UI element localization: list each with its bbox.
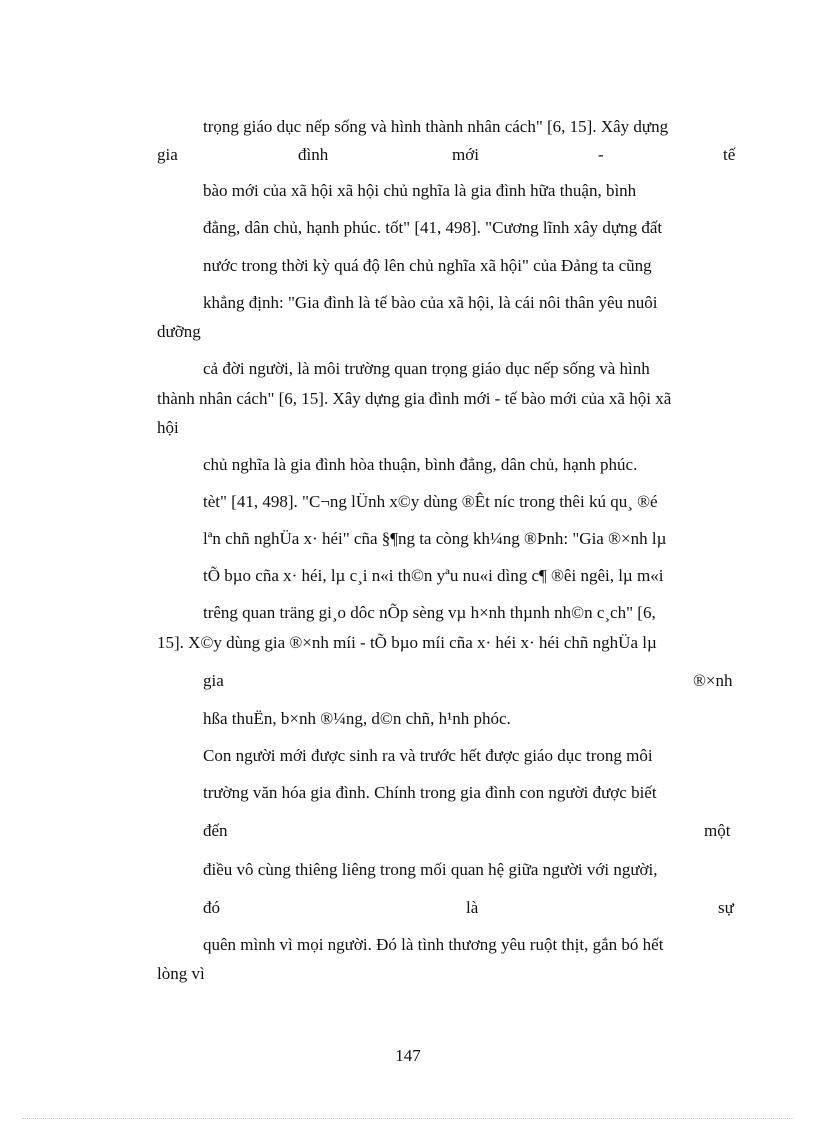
word: sự xyxy=(718,898,734,917)
text-line: chủ nghĩa là gia đình hòa thuận, bình đẳng, dân chủ, hạnh phúc. xyxy=(203,455,638,474)
text-line: hội xyxy=(157,418,179,437)
word: ®×nh xyxy=(693,671,733,690)
word: tế xyxy=(723,145,736,164)
word: đến xyxy=(203,821,228,840)
text-line: bào mới của xã hội xã hội chủ nghĩa là gia đình hữa thuận, bình xyxy=(203,181,637,200)
text-line: nước trong thời kỳ quá độ lên chủ nghĩa xã hội" của Đảng ta cũng xyxy=(203,256,652,275)
text-line: trọng giáo dục nếp sống và hình thành nhân cách" [6, 15]. Xây dựng xyxy=(203,117,669,136)
text-line: tÕ bµo cña x· héi, lµ c¸i n«i th©n yªu nu«i dìng c¶ ®êi ngêi, lµ m«i xyxy=(203,566,664,585)
word: đó xyxy=(203,898,220,917)
text-line: điều vô cùng thiêng liêng trong mối quan hệ giữa người với người, xyxy=(203,860,658,879)
text-line: hßa thuËn, b×nh ®¼ng, d©n chñ, h¹nh phóc. xyxy=(203,709,511,728)
word: một xyxy=(704,821,731,840)
word: gia xyxy=(157,145,178,164)
text-line: đẳng, dân chủ, hạnh phúc. tốt" [41, 498]. "Cương lĩnh xây dựng đất xyxy=(203,218,663,237)
page-number: 147 xyxy=(395,1046,421,1065)
text-line: trêng quan träng gi¸o dôc nÕp sèng vµ h×nh thµnh nh©n c¸ch" [6, xyxy=(203,603,656,622)
page-bottom-border xyxy=(22,1118,794,1119)
text-line: dưỡng xyxy=(157,322,201,341)
word: đình xyxy=(298,145,329,164)
text-line: lòng vì xyxy=(157,964,205,983)
text-line: 15]. X©y dùng gia ®×nh míi - tÕ bµo míi cña x· héi x· héi chñ nghÜa lµ xyxy=(157,633,657,652)
word: - xyxy=(598,145,604,164)
text-line: trường văn hóa gia đình. Chính trong gia đình con người được biết xyxy=(203,783,657,802)
text-line: thành nhân cách" [6, 15]. Xây dựng gia đình mới - tế bào mới của xã hội xã xyxy=(157,389,672,408)
word: là xyxy=(466,898,479,917)
text-line: khẳng định: "Gia đình là tế bào của xã hội, là cái nôi thân yêu nuôi xyxy=(203,293,658,312)
text-line: lªn chñ nghÜa x· héi" cña §¶ng ta còng kh¼ng ®Þnh: "Gia ®×nh lµ xyxy=(203,529,667,548)
text-line: quên mình vì mọi người. Đó là tình thương yêu ruột thịt, gắn bó hết xyxy=(203,935,664,954)
word: mới xyxy=(452,145,479,164)
text-line: tèt" [41, 498]. "C¬ng lÜnh x©y dùng ®Êt níc trong thêi kú qu¸ ®é xyxy=(203,492,658,511)
text-line: cả đời người, là môi trường quan trọng giáo dục nếp sống và hình xyxy=(203,359,650,378)
text-line: Con người mới được sinh ra và trước hết được giáo dục trong môi xyxy=(203,746,653,765)
word: gia xyxy=(203,671,224,690)
